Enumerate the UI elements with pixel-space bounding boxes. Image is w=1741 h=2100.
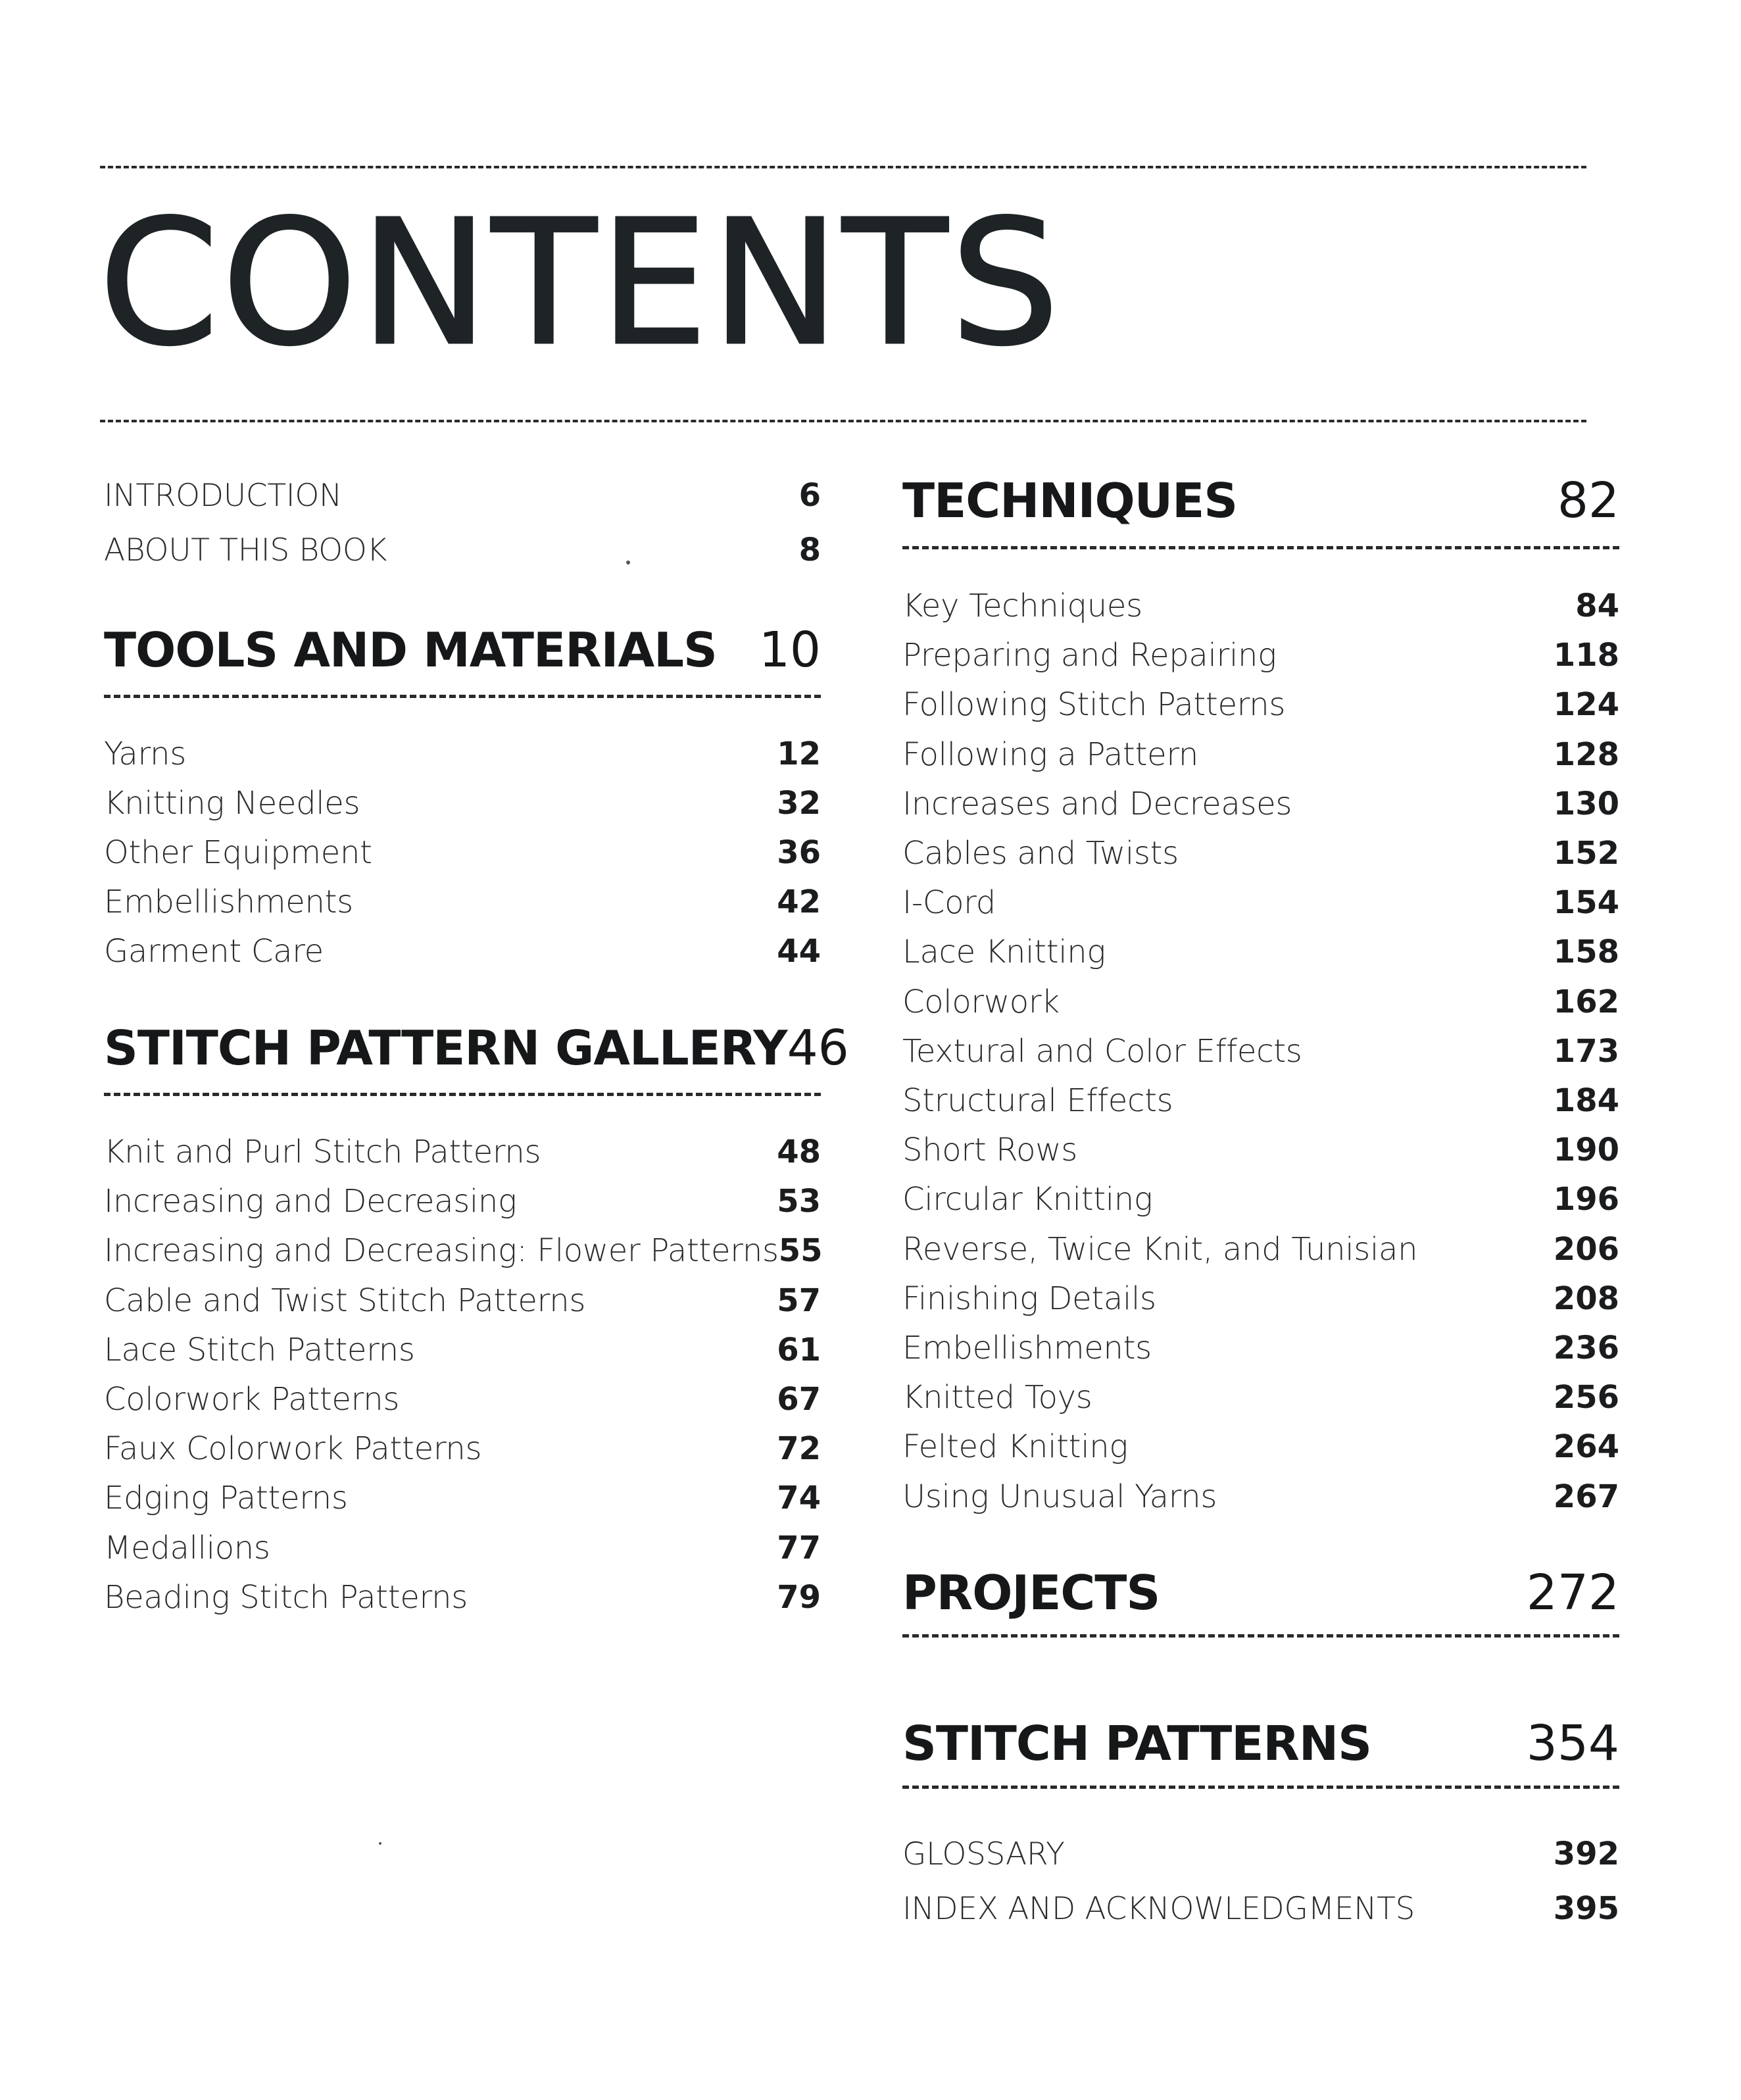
toc-entry[interactable] <box>104 1579 821 1616</box>
toc-entry-page: 154 <box>1553 884 1619 922</box>
toc-entry-page: 53 <box>777 1183 821 1220</box>
toc-entry-label: Colorwork <box>902 983 1060 1020</box>
toc-entry-page: 118 <box>1553 637 1619 674</box>
toc-entry-page: 173 <box>1553 1032 1619 1070</box>
title-rule <box>100 420 1586 422</box>
section-rule <box>104 695 821 698</box>
toc-entry[interactable] <box>902 1132 1619 1168</box>
section-heading-label: TOOLS AND MATERIALS <box>104 622 717 678</box>
toc-entry-label: Felted Knitting <box>902 1428 1128 1466</box>
section-heading-label: PROJECTS <box>902 1565 1160 1620</box>
toc-entry[interactable] <box>902 1033 1619 1070</box>
toc-entry-label: Beading Stitch Patterns <box>104 1578 468 1616</box>
toc-entry[interactable] <box>902 1330 1619 1366</box>
toc-entry-page: 57 <box>777 1282 821 1319</box>
section-heading-page: 10 <box>758 622 821 678</box>
toc-entry-page: 208 <box>1553 1280 1619 1317</box>
section-rule <box>902 546 1619 549</box>
toc-entry-page: 184 <box>1553 1082 1619 1119</box>
toc-entry-page: 264 <box>1553 1428 1619 1466</box>
section-heading-page: 354 <box>1526 1715 1619 1772</box>
toc-entry-label: GLOSSARY <box>902 1836 1065 1872</box>
toc-entry-label: Faux Colorwork Patterns <box>104 1430 482 1468</box>
toc-entry-page: 61 <box>777 1331 821 1368</box>
scan-speck <box>626 561 630 564</box>
page-title: CONTENTS <box>99 183 1063 384</box>
toc-entry-label: Lace Stitch Patterns <box>104 1331 415 1368</box>
toc-entry-label: Increases and Decreases <box>902 785 1292 822</box>
toc-entry-label: Lace Knitting <box>902 934 1106 971</box>
section-rule <box>902 1634 1619 1638</box>
scan-speck <box>379 1842 381 1845</box>
toc-entry-page: 256 <box>1553 1379 1619 1416</box>
toc-entry-page: 236 <box>1553 1330 1619 1366</box>
toc-entry-page: 84 <box>1575 588 1619 624</box>
toc-entry-label: Medallions <box>104 1529 270 1566</box>
section-heading-gallery[interactable] <box>104 1020 849 1076</box>
toc-entry-label: Increasing and Decreasing <box>104 1183 517 1220</box>
toc-entry[interactable] <box>104 1332 821 1368</box>
section-heading-techniques[interactable] <box>902 472 1619 529</box>
section-heading-tools[interactable] <box>104 622 821 678</box>
toc-entry-label: Embellishments <box>902 1330 1152 1366</box>
toc-entry-page: 44 <box>777 933 821 970</box>
toc-entry-page: 128 <box>1553 736 1619 773</box>
section-heading-label: STITCH PATTERNS <box>902 1716 1371 1771</box>
toc-entry-page: 190 <box>1553 1132 1619 1169</box>
toc-entry-page: 55 <box>778 1232 823 1270</box>
toc-entry[interactable] <box>104 1282 821 1319</box>
section-rule <box>104 1093 821 1096</box>
toc-entry-page: 74 <box>777 1480 821 1517</box>
toc-entry[interactable] <box>902 835 1619 872</box>
toc-entry-label: Increasing and Decreasing: Flower Patterns <box>104 1232 779 1270</box>
toc-entry[interactable] <box>104 736 821 772</box>
toc-entry-page: 130 <box>1553 785 1619 822</box>
toc-entry[interactable] <box>902 934 1619 970</box>
toc-entry[interactable] <box>902 1478 1619 1515</box>
toc-entry[interactable] <box>104 477 821 514</box>
toc-entry-label: INDEX AND ACKNOWLEDGMENTS <box>902 1891 1415 1927</box>
toc-entry-page: 267 <box>1553 1478 1619 1515</box>
toc-entry[interactable] <box>104 884 821 920</box>
toc-entry-page: 42 <box>777 884 821 920</box>
toc-entry[interactable] <box>104 532 821 568</box>
toc-entry-label: Other Equipment <box>104 834 372 871</box>
toc-entry-page: 206 <box>1553 1230 1619 1268</box>
toc-entry[interactable] <box>902 1181 1619 1218</box>
toc-entry-label: Using Unusual Yarns <box>902 1478 1217 1515</box>
toc-entry-label: Knitting Needles <box>104 785 360 822</box>
toc-entry-page: 77 <box>777 1529 821 1566</box>
toc-entry-label: Cable and Twist Stitch Patterns <box>104 1282 586 1319</box>
toc-entry-page: 8 <box>798 532 821 568</box>
section-heading-label: TECHNIQUES <box>902 473 1238 528</box>
toc-entry-page: 79 <box>777 1578 821 1616</box>
toc-entry[interactable] <box>104 1381 821 1418</box>
toc-entry-page: 12 <box>777 736 821 772</box>
toc-entry-label: Circular Knitting <box>902 1181 1153 1218</box>
toc-entry-label: Garment Care <box>104 933 324 970</box>
toc-entry[interactable] <box>104 1232 821 1269</box>
section-heading-label: STITCH PATTERN GALLERY <box>104 1020 787 1076</box>
toc-entry[interactable] <box>902 1280 1619 1317</box>
toc-entry[interactable] <box>902 736 1619 773</box>
toc-entry[interactable] <box>902 1379 1619 1416</box>
toc-entry[interactable] <box>902 588 1619 624</box>
toc-entry-page: 196 <box>1553 1181 1619 1218</box>
toc-entry[interactable] <box>104 1480 821 1516</box>
toc-entry-label: Colorwork Patterns <box>104 1381 400 1418</box>
toc-entry[interactable] <box>902 1082 1619 1119</box>
toc-entry[interactable] <box>902 686 1619 723</box>
toc-entry-page: 48 <box>777 1134 821 1170</box>
toc-entry-page: 124 <box>1553 686 1619 724</box>
section-rule <box>902 1786 1619 1789</box>
section-heading-projects[interactable] <box>902 1564 1619 1621</box>
toc-entry[interactable] <box>902 786 1619 822</box>
toc-entry-label: INTRODUCTION <box>104 478 342 514</box>
toc-entry-page: 67 <box>777 1381 821 1418</box>
toc-entry-label: Yarns <box>104 736 186 772</box>
toc-entry-page: 72 <box>777 1430 821 1468</box>
toc-entry-label: Structural Effects <box>902 1082 1173 1119</box>
section-heading-page: 272 <box>1526 1564 1619 1621</box>
toc-entry[interactable] <box>104 933 821 970</box>
toc-entry-label: Preparing and Repairing <box>902 637 1277 674</box>
toc-entry-page: 152 <box>1553 835 1619 872</box>
toc-entry[interactable] <box>902 984 1619 1020</box>
toc-entry-page: 36 <box>777 834 821 871</box>
toc-entry-page: 392 <box>1553 1836 1619 1872</box>
toc-entry[interactable] <box>104 785 821 822</box>
toc-entry-page: 162 <box>1553 983 1619 1020</box>
toc-entry-label: Key Techniques <box>902 588 1142 624</box>
toc-entry[interactable] <box>104 1183 821 1220</box>
toc-entry-label: Knit and Purl Stitch Patterns <box>104 1134 541 1170</box>
section-heading-page: 46 <box>787 1020 849 1076</box>
toc-entry[interactable] <box>104 1530 821 1566</box>
toc-entry[interactable] <box>902 884 1619 921</box>
toc-entry-label: Short Rows <box>902 1132 1077 1169</box>
toc-entry[interactable] <box>902 637 1619 674</box>
toc-entry-label: Knitted Toys <box>902 1379 1092 1416</box>
toc-entry-label: Following a Pattern <box>902 736 1199 773</box>
toc-entry-label: Textural and Color Effects <box>902 1032 1302 1070</box>
toc-entry[interactable] <box>104 834 821 871</box>
toc-entry[interactable] <box>902 1428 1619 1465</box>
section-heading-stitch-patterns[interactable] <box>902 1715 1619 1772</box>
top-rule <box>100 166 1586 168</box>
toc-entry-label: Following Stitch Patterns <box>902 686 1286 724</box>
toc-entry-page: 32 <box>777 785 821 822</box>
toc-entry-label: Embellishments <box>104 884 353 920</box>
toc-entry-page: 395 <box>1553 1890 1619 1927</box>
toc-entry[interactable] <box>902 1231 1619 1268</box>
toc-entry-label: Finishing Details <box>902 1280 1156 1317</box>
section-heading-page: 82 <box>1557 472 1619 529</box>
toc-entry[interactable] <box>104 1134 821 1170</box>
toc-entry[interactable] <box>104 1430 821 1467</box>
toc-entry-label: ABOUT THIS BOOK <box>104 532 387 568</box>
toc-entry-label: I-Cord <box>902 884 996 922</box>
toc-entry-page: 158 <box>1553 934 1619 971</box>
toc-entry-label: Reverse, Twice Knit, and Tunisian <box>902 1230 1418 1268</box>
toc-entry-page: 6 <box>798 477 821 514</box>
toc-entry[interactable] <box>902 1890 1619 1927</box>
toc-entry-label: Cables and Twists <box>902 835 1179 872</box>
toc-entry[interactable] <box>902 1836 1619 1872</box>
toc-entry-label: Edging Patterns <box>104 1480 348 1517</box>
